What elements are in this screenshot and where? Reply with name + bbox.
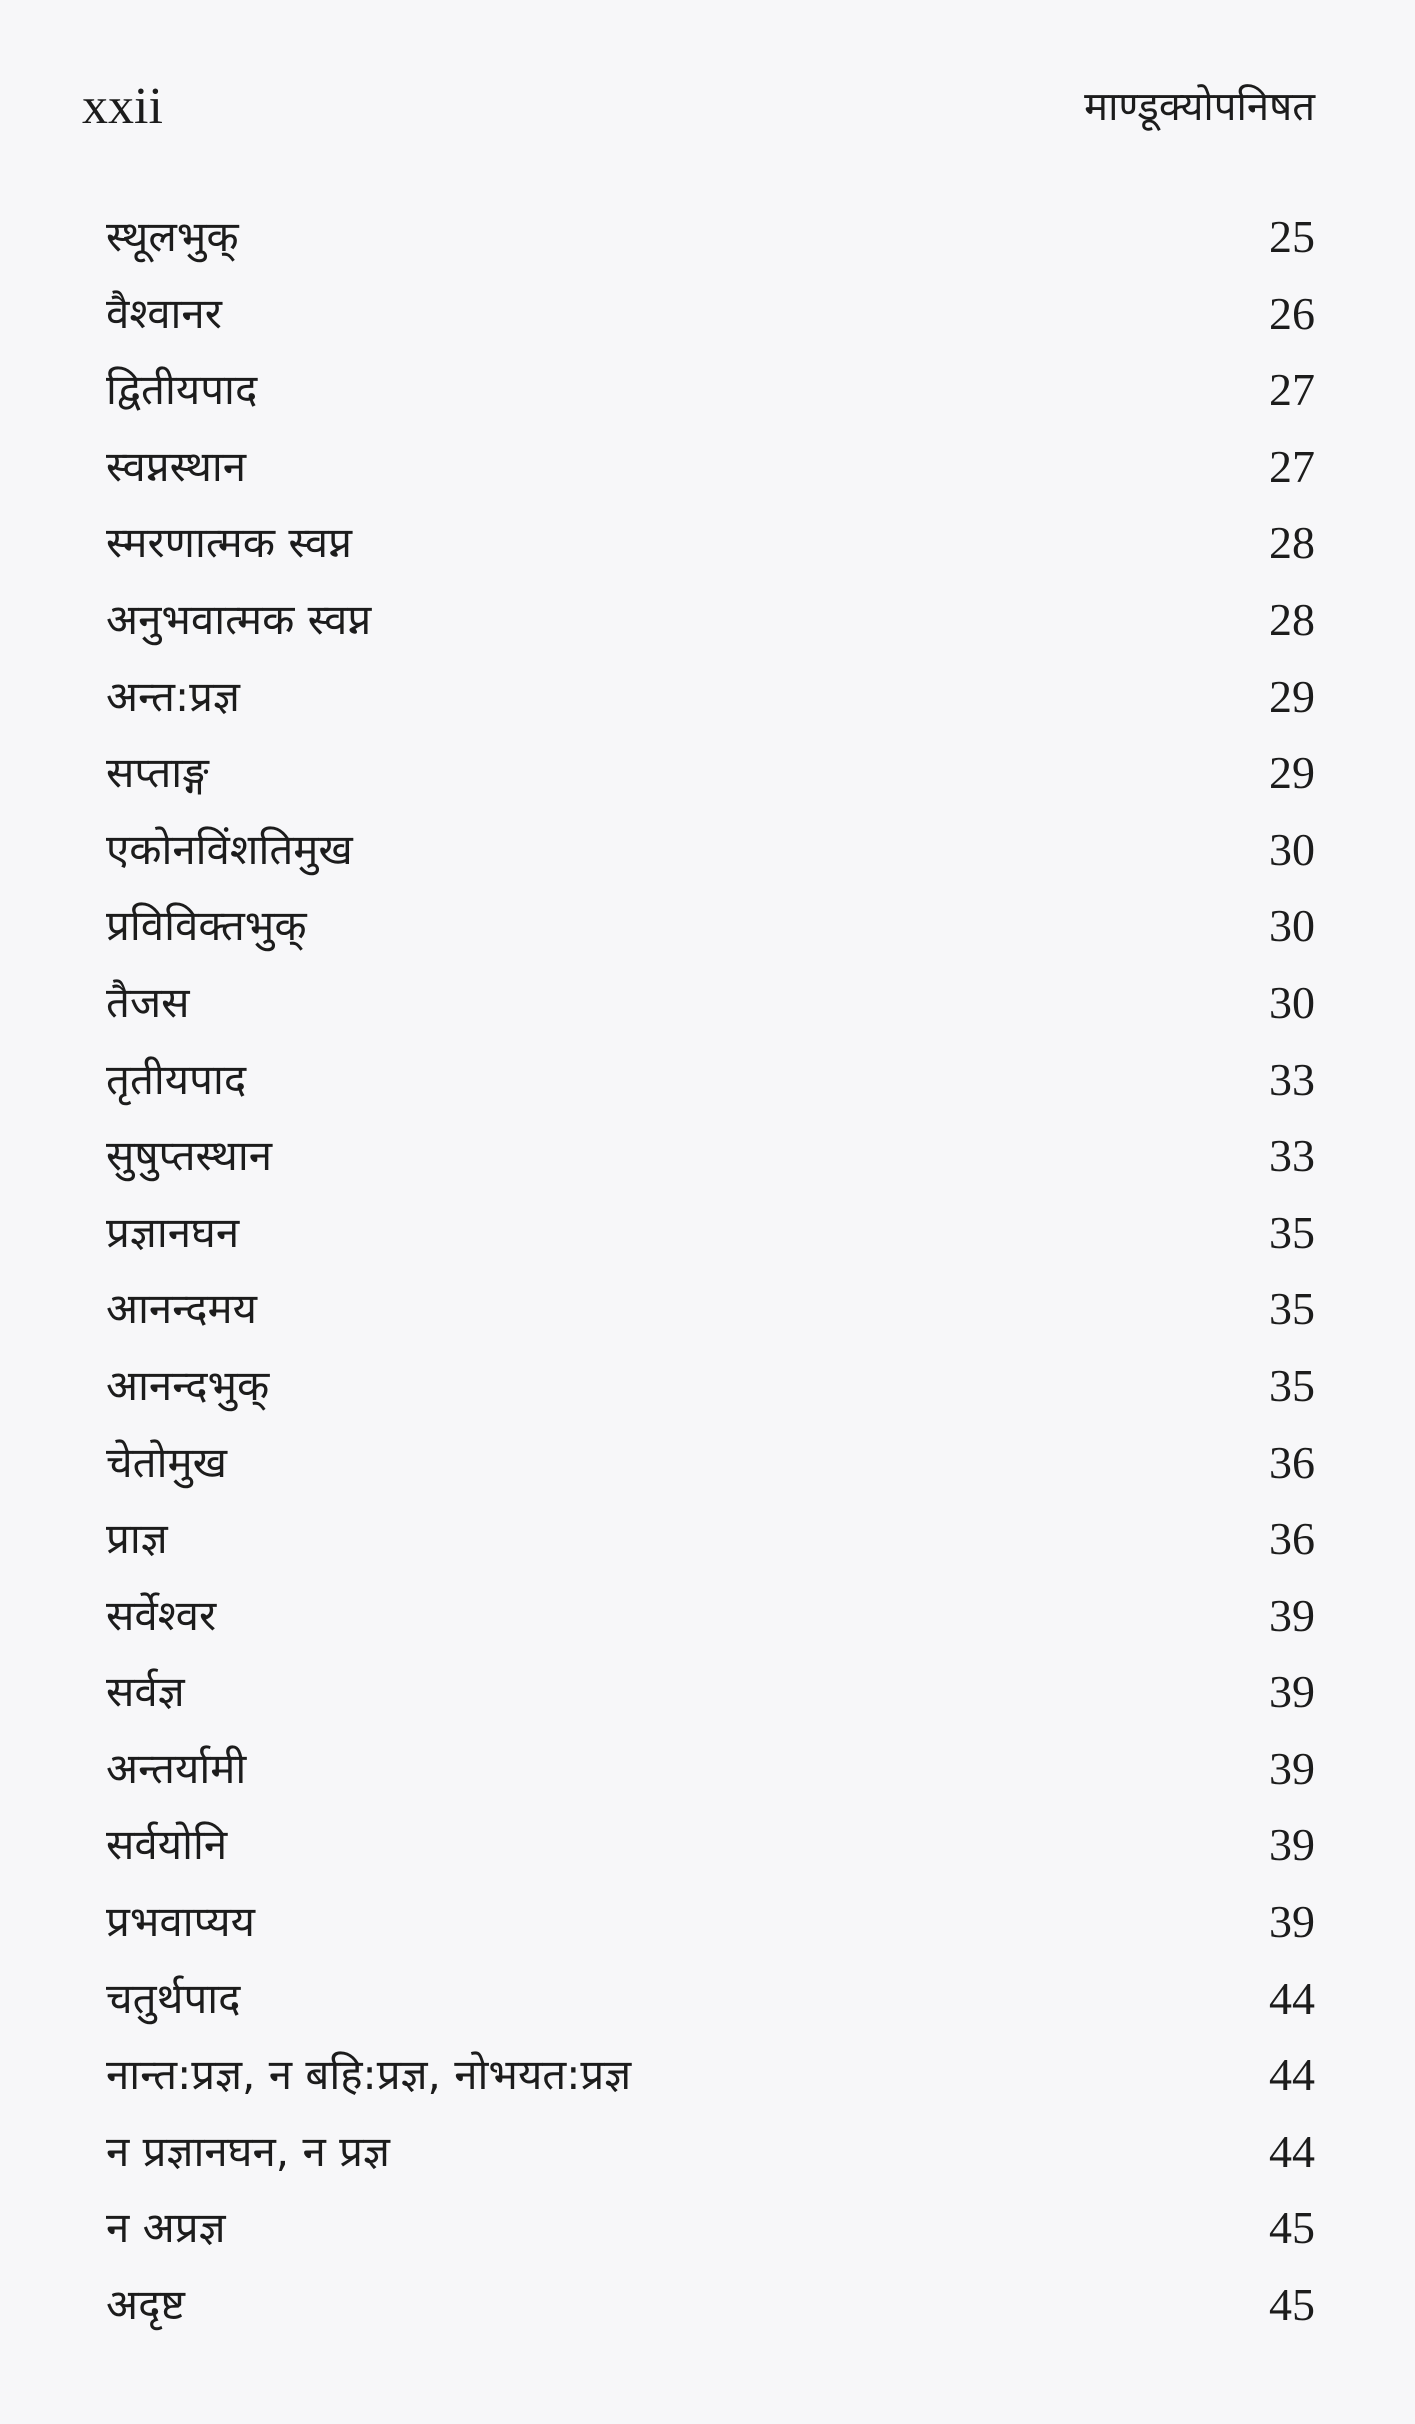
toc-entry-label: प्रविविक्तभुक्: [106, 901, 307, 951]
toc-entry: [100, 352, 1315, 429]
toc-entry-page-number: 36: [1269, 1513, 1315, 1565]
toc-entry: [100, 888, 1315, 965]
toc-entry: [100, 1501, 1315, 1578]
toc-entry-label: सर्वज्ञ: [106, 1667, 185, 1717]
toc-entry-label: स्मरणात्मक स्वप्न: [106, 518, 352, 568]
toc-entry-label: न प्रज्ञानघन, न प्रज्ञ: [106, 2126, 390, 2176]
toc-entry: [100, 2267, 1315, 2344]
toc-entry-page-number: 39: [1269, 1666, 1315, 1718]
toc-entry-page-number: 30: [1269, 976, 1315, 1028]
toc-entry-label: अन्तर्यामी: [106, 1743, 247, 1793]
toc-entry-label: सर्वयोनि: [106, 1820, 228, 1870]
toc-entry-page-number: 35: [1269, 1359, 1315, 1411]
toc-entry-page-number: 36: [1269, 1436, 1315, 1488]
toc-entry-page-number: 39: [1269, 1589, 1315, 1641]
toc-entry-label: आनन्दमय: [106, 1284, 257, 1334]
toc-entry-page-number: 33: [1269, 1053, 1315, 1105]
toc-entry-page-number: 26: [1269, 287, 1315, 339]
toc-entry-label: अनुभवात्मक स्वप्न: [106, 594, 372, 644]
toc-entry: [100, 2114, 1315, 2191]
toc-entry-label: अन्त:प्रज्ञ: [106, 671, 240, 721]
toc-entry-page-number: 28: [1269, 517, 1315, 569]
toc-entry: [100, 1348, 1315, 1425]
toc-entry: [100, 1271, 1315, 1348]
toc-entry: [100, 1731, 1315, 1808]
toc-entry-label: अदृष्ट: [106, 2280, 185, 2330]
toc-entry-label: नान्त:प्रज्ञ, न बहि:प्रज्ञ, नोभयत:प्रज्ञ: [106, 2050, 632, 2100]
toc-entry-label: सर्वेश्वर: [106, 1590, 217, 1640]
toc-entry: [100, 1961, 1315, 2038]
toc-entry-label: प्रभवाप्यय: [106, 1897, 256, 1947]
toc-entry-page-number: 35: [1269, 1206, 1315, 1258]
toc-entry: [100, 1195, 1315, 1272]
toc-entry-label: सप्ताङ्ग: [106, 748, 209, 798]
toc-entry: [100, 276, 1315, 353]
toc-entry-page-number: 25: [1269, 211, 1315, 262]
toc-entry: [100, 1807, 1315, 1884]
toc-entry: [100, 1654, 1315, 1731]
toc-entry-page-number: 44: [1269, 2049, 1315, 2101]
toc-entry: [100, 2037, 1315, 2114]
toc-entry-page-number: 29: [1269, 670, 1315, 722]
toc-entry: [100, 1884, 1315, 1961]
toc-entry-label: स्वप्नस्थान: [106, 441, 247, 491]
toc-entry: [100, 1118, 1315, 1195]
toc-entry: [100, 505, 1315, 582]
toc-entry: [100, 429, 1315, 506]
toc-entry-page-number: 45: [1269, 2279, 1315, 2331]
toc-entry: [100, 1578, 1315, 1655]
page-number: xxii: [82, 78, 163, 135]
toc-entry-label: प्राज्ञ: [106, 1514, 168, 1564]
page-header: [82, 72, 1315, 142]
toc-entry-label: द्वितीयपाद: [106, 365, 258, 415]
toc-entry-page-number: 45: [1269, 2202, 1315, 2254]
toc-entry: [100, 965, 1315, 1042]
toc-entry: [100, 812, 1315, 889]
toc-entry-page-number: 35: [1269, 1283, 1315, 1335]
toc-entry-page-number: 44: [1269, 1972, 1315, 2024]
toc-entry-label: स्थूलभुक्: [106, 212, 239, 261]
toc-entry-page-number: 30: [1269, 900, 1315, 952]
toc-entry-label: चतुर्थपाद: [106, 1973, 241, 2023]
toc-entry-label: तैजस: [106, 977, 190, 1027]
toc-entry: [100, 735, 1315, 812]
toc-entry-label: आनन्दभुक्: [106, 1360, 270, 1410]
toc-entry-label: प्रज्ञानघन: [106, 1207, 240, 1257]
toc-entry-label: सुषुप्तस्थान: [106, 1131, 273, 1181]
toc-entry: [100, 1042, 1315, 1119]
toc-entry-page-number: 44: [1269, 2125, 1315, 2177]
toc-entry-label: न अप्रज्ञ: [106, 2203, 226, 2253]
toc-entry: [100, 659, 1315, 736]
toc-entry-page-number: 39: [1269, 1742, 1315, 1794]
toc-entry-page-number: 30: [1269, 823, 1315, 875]
toc-entry-page-number: 27: [1269, 440, 1315, 492]
toc-entry-label: चेतोमुख: [106, 1437, 227, 1487]
toc-entry-label: एकोनविंशतिमुख: [106, 824, 353, 874]
toc-entry-label: तृतीयपाद: [106, 1054, 247, 1104]
table-of-contents: [100, 199, 1315, 2344]
toc-entry-page-number: 39: [1269, 1896, 1315, 1948]
toc-entry: [100, 1425, 1315, 1502]
toc-entry: [100, 2190, 1315, 2267]
toc-entry-page-number: 33: [1269, 1130, 1315, 1182]
toc-entry-label: वैश्वानर: [106, 288, 222, 338]
toc-entry-page-number: 27: [1269, 364, 1315, 416]
toc-entry: [100, 199, 1315, 276]
toc-entry: [100, 582, 1315, 659]
book-title: माण्डूक्योपनिषत: [1084, 84, 1315, 130]
toc-entry-page-number: 28: [1269, 593, 1315, 645]
toc-entry-page-number: 29: [1269, 747, 1315, 799]
toc-entry-page-number: 39: [1269, 1819, 1315, 1871]
